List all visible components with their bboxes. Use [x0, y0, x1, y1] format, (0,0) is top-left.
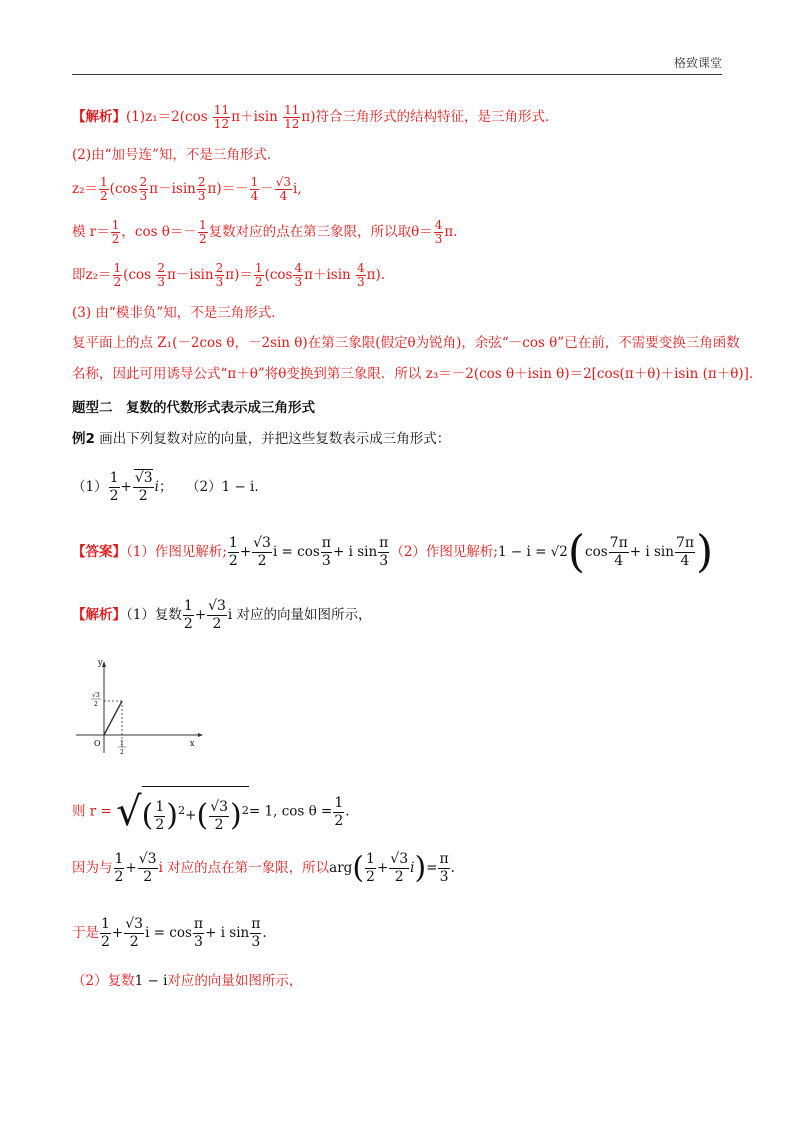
brand-label: 格致课堂: [673, 56, 722, 70]
example-2-prompt: 例2 画出下列复数对应的向量，并把这些复数表示成三角形式：: [72, 431, 451, 447]
x-tick-den: 2: [120, 749, 124, 755]
y-tick-num: √3: [92, 692, 100, 699]
conclusion-line: 于是 $\frac{1}{2}$ + $\frac{√3}{2}$ i = cos $\frac{\pi}{3}$ + i sin $\frac{\pi}{3}$ .: [72, 916, 267, 950]
solution-part1: 【解析】(1)z₁＝2(cos $\frac{11}{12}$ π＋isin $\frac{11}{12}$ π)符合三角形式的结构特征，是三角形式．: [72, 103, 559, 131]
vector-diagram: [72, 655, 212, 755]
solution-part3: (3) 由“模非负”知，不是三角形式．: [72, 305, 285, 321]
solution-part2: (2)由“加号连”知，不是三角形式．: [72, 147, 281, 163]
x-tick-num: 1: [120, 740, 124, 747]
page-header: [72, 52, 722, 75]
section-heading: 题型二 复数的代数形式表示成三角形式: [72, 400, 315, 416]
analysis-part2: （2）复数1 − i对应的向量如图所示，: [72, 973, 303, 989]
explanation-line-2: 名称，因此可用诱导公式“π＋θ”将θ变换到第三象限．所以 z₃＝－2(cos θ＋isin θ)＝2[cos(π＋θ)＋isin (π＋θ)].: [72, 366, 754, 382]
origin-label: O: [94, 739, 101, 748]
argument-line: 因为与 $\frac{1}{2}$ + $\frac{√3}{2}$ i 对应的点在第一象限，所以arg( $\frac{1}{2}$ + $\frac{√3}{2}$ i)= $\frac{\pi}{3}$ .: [72, 850, 455, 886]
x-label: x: [190, 739, 195, 748]
modulus-calculation: 则 r = √( $\frac{1}{2}$ )$^2$+( $\frac{√3}{2}$ )$^2$= 1, cos θ = $\frac{1}{2}$ .: [72, 786, 350, 838]
y-axis-arrow: [102, 661, 106, 667]
analysis-part1: 【解析】（1）复数 $\frac{1}{2}$ + $\frac{√3}{2}$ i 对应的向量如图所示，: [72, 598, 372, 632]
example-2-items: （1） $\frac{1}{2}$ + $\frac{√3}{2}$ i； （2）1 − i.: [72, 470, 259, 504]
y-label: y: [98, 658, 103, 667]
answer-line: 【答案】（1）作图见解析; $\frac{1}{2}$ + $\frac{√3}{2}$ i = cos $\frac{\pi}{3}$ + i sin $\frac{\pi}{3}$ （2）作图见解析;1 − i = √2(cos $\frac{7\pi}{4}$ + i sin $\frac{7\pi}{4}$ ): [72, 526, 714, 578]
explanation-line-1: 复平面上的点 Z₁(－2cos θ，－2sin θ)在第三象限(假定θ为锐角)，余弦“－cos θ”已在前，不需要变换三角函数: [72, 335, 740, 351]
z2-trig-form: 即z₂＝ $\frac{1}{2}$ (cos $\frac{2}{3}$ π－isin $\frac{2}{3}$ π)＝ $\frac{1}{2}$ (cos $\frac{4}{3}$ π＋isin $\frac{4}{3}$ π).: [72, 261, 386, 289]
modulus-line: 模 r＝ $\frac{1}{2}$ ，cos θ＝－ $\frac{1}{2}$ 复数对应的点在第三象限，所以取θ＝ $\frac{4}{3}$ π.: [72, 218, 458, 246]
vector-line: [104, 701, 122, 735]
z2-expression: z₂＝ $\frac{1}{2}$ (cos $\frac{2}{3}$ π－isin $\frac{2}{3}$ π)＝－ $\frac{1}{4}$ － $\frac{√3}{4}$ i,: [72, 175, 302, 203]
y-tick-den: 2: [94, 701, 98, 708]
x-axis-arrow: [198, 733, 203, 737]
